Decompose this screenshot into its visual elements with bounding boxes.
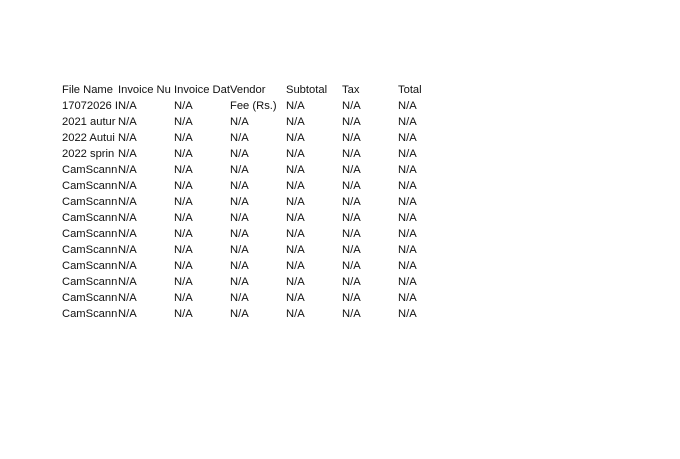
header-invoice-number: Invoice Nu (118, 84, 171, 96)
table-row (62, 226, 454, 242)
invoice-table (62, 82, 454, 322)
cell-vendor: N/A (230, 212, 249, 224)
cell-subtotal: N/A (286, 276, 305, 288)
cell-file-name: CamScann (62, 260, 118, 272)
cell-subtotal: N/A (286, 100, 305, 112)
cell-invoice-number: N/A (118, 228, 137, 240)
cell-invoice-number: N/A (118, 212, 137, 224)
cell-file-name: CamScann (62, 164, 118, 176)
cell-invoice-number: N/A (118, 148, 137, 160)
cell-subtotal: N/A (286, 260, 305, 272)
cell-vendor: N/A (230, 148, 249, 160)
cell-invoice-number: N/A (118, 100, 137, 112)
cell-tax: N/A (342, 148, 361, 160)
cell-invoice-number: N/A (118, 164, 137, 176)
cell-invoice-number: N/A (118, 292, 137, 304)
cell-invoice-date: N/A (174, 132, 193, 144)
cell-vendor: N/A (230, 276, 249, 288)
cell-invoice-date: N/A (174, 228, 193, 240)
cell-file-name: CamScann (62, 196, 118, 208)
cell-total: N/A (398, 100, 417, 112)
cell-tax: N/A (342, 308, 361, 320)
cell-total: N/A (398, 148, 417, 160)
table-row (62, 194, 454, 210)
cell-file-name: CamScann (62, 228, 118, 240)
table-body (62, 98, 454, 322)
cell-invoice-date: N/A (174, 180, 193, 192)
cell-file-name: 2022 sprin (62, 148, 115, 160)
cell-total: N/A (398, 180, 417, 192)
cell-file-name: CamScann (62, 180, 118, 192)
cell-file-name: CamScann (62, 276, 118, 288)
cell-vendor: N/A (230, 244, 249, 256)
cell-vendor: Fee (Rs.) (230, 100, 277, 112)
cell-invoice-date: N/A (174, 164, 193, 176)
cell-subtotal: N/A (286, 132, 305, 144)
table-row (62, 98, 454, 114)
cell-tax: N/A (342, 100, 361, 112)
cell-total: N/A (398, 244, 417, 256)
cell-tax: N/A (342, 244, 361, 256)
cell-tax: N/A (342, 132, 361, 144)
cell-invoice-date: N/A (174, 212, 193, 224)
table-row (62, 130, 454, 146)
header-total: Total (398, 84, 422, 96)
table-row (62, 162, 454, 178)
cell-total: N/A (398, 292, 417, 304)
table-row (62, 242, 454, 258)
cell-subtotal: N/A (286, 148, 305, 160)
cell-file-name: CamScann (62, 244, 118, 256)
cell-vendor: N/A (230, 228, 249, 240)
header-vendor: Vendor (230, 84, 266, 96)
cell-file-name: CamScann (62, 292, 118, 304)
table-row (62, 274, 454, 290)
cell-invoice-number: N/A (118, 276, 137, 288)
table-row (62, 210, 454, 226)
cell-tax: N/A (342, 164, 361, 176)
cell-file-name: CamScann (62, 308, 118, 320)
cell-invoice-date: N/A (174, 100, 193, 112)
header-file-name: File Name (62, 84, 113, 96)
cell-vendor: N/A (230, 164, 249, 176)
cell-total: N/A (398, 132, 417, 144)
cell-invoice-number: N/A (118, 116, 137, 128)
cell-file-name: 2022 Autui (62, 132, 115, 144)
cell-subtotal: N/A (286, 116, 305, 128)
cell-subtotal: N/A (286, 308, 305, 320)
cell-invoice-number: N/A (118, 196, 137, 208)
cell-subtotal: N/A (286, 228, 305, 240)
cell-vendor: N/A (230, 308, 249, 320)
table-row (62, 258, 454, 274)
cell-invoice-number: N/A (118, 260, 137, 272)
cell-invoice-number: N/A (118, 180, 137, 192)
cell-total: N/A (398, 164, 417, 176)
cell-subtotal: N/A (286, 164, 305, 176)
header-invoice-date: Invoice Dat (174, 84, 230, 96)
header-subtotal: Subtotal (286, 84, 328, 96)
cell-vendor: N/A (230, 260, 249, 272)
cell-vendor: N/A (230, 180, 249, 192)
table-row (62, 114, 454, 130)
cell-tax: N/A (342, 260, 361, 272)
table-row (62, 290, 454, 306)
cell-tax: N/A (342, 116, 361, 128)
cell-invoice-date: N/A (174, 196, 193, 208)
cell-subtotal: N/A (286, 212, 305, 224)
cell-vendor: N/A (230, 132, 249, 144)
cell-file-name: 17072026 I (62, 100, 118, 112)
cell-file-name: CamScann (62, 212, 118, 224)
cell-vendor: N/A (230, 196, 249, 208)
cell-total: N/A (398, 116, 417, 128)
cell-tax: N/A (342, 276, 361, 288)
cell-invoice-number: N/A (118, 132, 137, 144)
cell-subtotal: N/A (286, 180, 305, 192)
cell-tax: N/A (342, 180, 361, 192)
cell-file-name: 2021 autur (62, 116, 116, 128)
cell-invoice-date: N/A (174, 276, 193, 288)
cell-tax: N/A (342, 196, 361, 208)
cell-vendor: N/A (230, 116, 249, 128)
cell-total: N/A (398, 308, 417, 320)
cell-subtotal: N/A (286, 196, 305, 208)
header-tax: Tax (342, 84, 360, 96)
cell-total: N/A (398, 228, 417, 240)
header-row (62, 82, 454, 98)
cell-total: N/A (398, 260, 417, 272)
cell-vendor: N/A (230, 292, 249, 304)
cell-tax: N/A (342, 228, 361, 240)
cell-subtotal: N/A (286, 292, 305, 304)
cell-invoice-date: N/A (174, 260, 193, 272)
cell-invoice-date: N/A (174, 148, 193, 160)
table-row (62, 178, 454, 194)
cell-tax: N/A (342, 212, 361, 224)
cell-invoice-date: N/A (174, 116, 193, 128)
cell-total: N/A (398, 276, 417, 288)
table-row (62, 146, 454, 162)
table-row (62, 306, 454, 322)
cell-invoice-date: N/A (174, 244, 193, 256)
cell-invoice-date: N/A (174, 292, 193, 304)
cell-total: N/A (398, 196, 417, 208)
cell-invoice-number: N/A (118, 308, 137, 320)
cell-invoice-number: N/A (118, 244, 137, 256)
cell-invoice-date: N/A (174, 308, 193, 320)
cell-subtotal: N/A (286, 244, 305, 256)
cell-tax: N/A (342, 292, 361, 304)
cell-total: N/A (398, 212, 417, 224)
